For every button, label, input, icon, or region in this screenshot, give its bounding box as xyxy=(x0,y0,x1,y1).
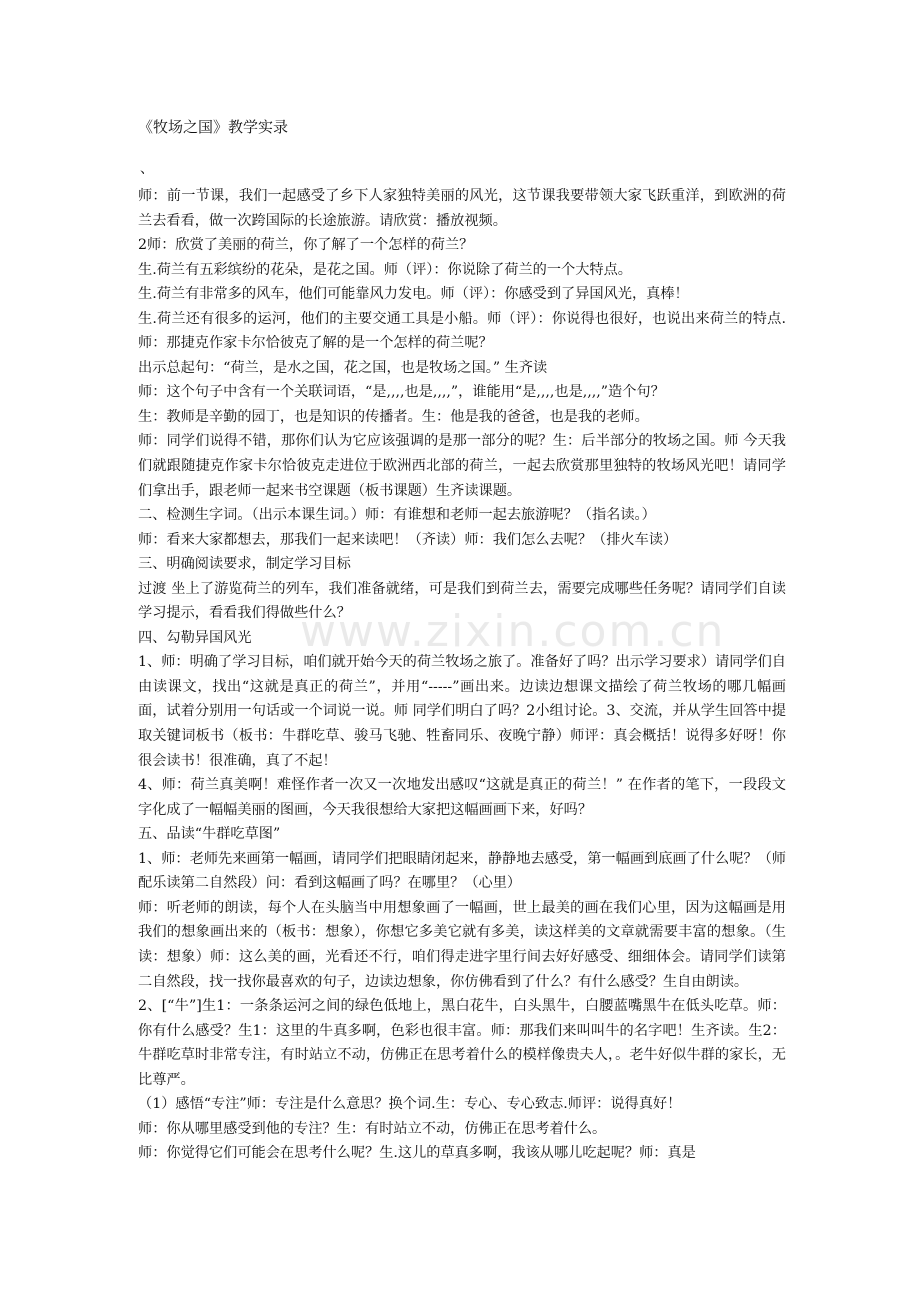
paragraph: 师：听老师的朗读，每个人在头脑当中用想象画了一幅画，世上最美的画在我们心里，因为这幅画是用我们的想象画出来的（板书：想象），你想它多美它就有多美，读这样美的文章就需要丰富的想象。（生读：想象）师：这么美的画，光看还不行，咱们得走进字里行间去好好感受、细细体会。请同学们读第二自然段，找一找你最喜欢的句子，边读边想象，你仿佛看到了什么？有什么感受？生自由朗读。 xyxy=(138,899,786,990)
section-heading: 五、品读“牛群吃草图” xyxy=(138,826,281,843)
paragraph: 生.荷兰还有很多的运河，他们的主要交通工具是小船。师（评）：你说得也很好，也说出来荷兰的特点.师：那捷克作家卡尔恰彼克了解的是一个怎样的荷兰呢？ xyxy=(138,310,786,352)
document-body xyxy=(138,184,786,1166)
paragraph: 生：教师是辛勤的园丁，也是知识的传播者。生：他是我的爸爸，也是我的老师。 xyxy=(138,408,649,425)
list-mark: 、 xyxy=(140,161,154,177)
paragraph: 师：看来大家都想去，那我们一起来读吧！（齐读）师：我们怎么去呢？（排火车读） xyxy=(138,531,678,548)
paragraph: 师：前一节课，我们一起感受了乡下人家独特美丽的风光，这节课我要带领大家飞跃重洋，到欧洲的荷兰去看看，做一次跨国际的长途旅游。请欣赏：播放视频。 xyxy=(138,188,786,229)
paragraph: 师：同学们说得不错，那你们认为它应该强调的是那一部分的呢？生：后半部分的牧场之国。师 今天我们就跟随捷克作家卡尔恰彼克走进位于欧洲西北部的荷兰，一起去欣赏那里独特的牧场风光吧！请同学们拿出手，跟老师一起来书空课题（板书课题）生齐读课题。 xyxy=(138,433,786,499)
paragraph: 师：你觉得它们可能会在思考什么呢？生.这儿的草真多啊，我该从哪儿吃起呢？师：真是 xyxy=(138,1145,696,1162)
paragraph: 1、师：明确了学习目标，咱们就开始今天的荷兰牧场之旅了。准备好了吗？出示学习要求）请同学们自由读课文，找出“这就是真正的荷兰”，并用“-----”画出来。边读边想课文描绘了荷兰牧场的哪几幅画面，试着分别用一句话或一个词说一说。师 同学们明白了吗？2小组讨论。3、交流，并从学生回答中提取关键词板书（板书：牛群吃草、骏马飞驰、牲畜同乐、夜晚宁静）师评：真会概括！说得多好呀！你很会读书！很准确，真了不起！ xyxy=(138,654,786,769)
paragraph: 师：你从哪里感受到他的专注？生：有时站立不动，仿佛正在思考着什么。 xyxy=(138,1120,607,1137)
paragraph: 二、检测生字词。（出示本课生词。）师：有谁想和老师一起去旅游呢？（指名读。） xyxy=(138,507,656,524)
paragraph: 师：这个句子中含有一个关联词语，“是,,,,也是,,,,”，谁能用“是,,,,也是,,,,”造个句？ xyxy=(138,384,665,401)
paragraph: 1、师：老师先来画第一幅画，请同学们把眼睛闭起来，静静地去感受，第一幅画到底画了什么呢？（师配乐读第二自然段）问：看到这幅画了吗？在哪里？（心里） xyxy=(138,850,786,892)
watermark: www.zixin.com.cn xyxy=(300,606,726,657)
paragraph: 2师：欣赏了美丽的荷兰，你了解了一个怎样的荷兰？ xyxy=(138,237,474,254)
paragraph: 出示总起句：“荷兰，是水之国，花之国，也是牧场之国。” 生齐读 xyxy=(138,359,548,376)
paragraph: 4、师：荷兰真美啊！难怪作者一次又一次地发出感叹“这就是真正的荷兰！” 在作者的笔下，一段段文字化成了一幅幅美丽的图画，今天我很想给大家把这幅画画下来，好吗？ xyxy=(138,777,786,818)
section-heading: 三、明确阅读要求，制定学习目标 xyxy=(138,556,351,573)
paragraph: 2、[“牛”]生1：一条条运河之间的绿色低地上，黑白花牛，白头黑牛，白腰蓝嘴黑牛在低头吃草。师：你有什么感受？生1：这里的牛真多啊，色彩也很丰富。师：那我们来叫叫牛的名字吧！生齐读。生2：牛群吃草时非常专注，有时站立不动，仿佛正在思考着什么的模样像贵夫人，。老牛好似牛群的家长，无比尊严。 xyxy=(138,998,786,1088)
paragraph: （1）感悟“专注”师：专注是什么意思？换个词.生：专心、专心致志.师评：说得真好！ xyxy=(138,1096,682,1113)
paragraph: 生.荷兰有非常多的风车，他们可能靠风力发电。师（评）：你感受到了异国风光，真棒！ xyxy=(138,286,689,303)
paragraph: 过渡 坐上了游览荷兰的列车，我们准备就绪，可是我们到荷兰去，需要完成哪些任务呢？请同学们自读学习提示，看看我们得做些什么？ xyxy=(138,580,786,622)
paragraph: 生.荷兰有五彩缤纷的花朵，是花之国。师（评）：你说除了荷兰的一个大特点。 xyxy=(138,261,632,278)
section-heading: 四、勾勒异国风光 xyxy=(138,629,252,646)
document-title: 《牧场之国》教学实录 xyxy=(138,118,289,136)
